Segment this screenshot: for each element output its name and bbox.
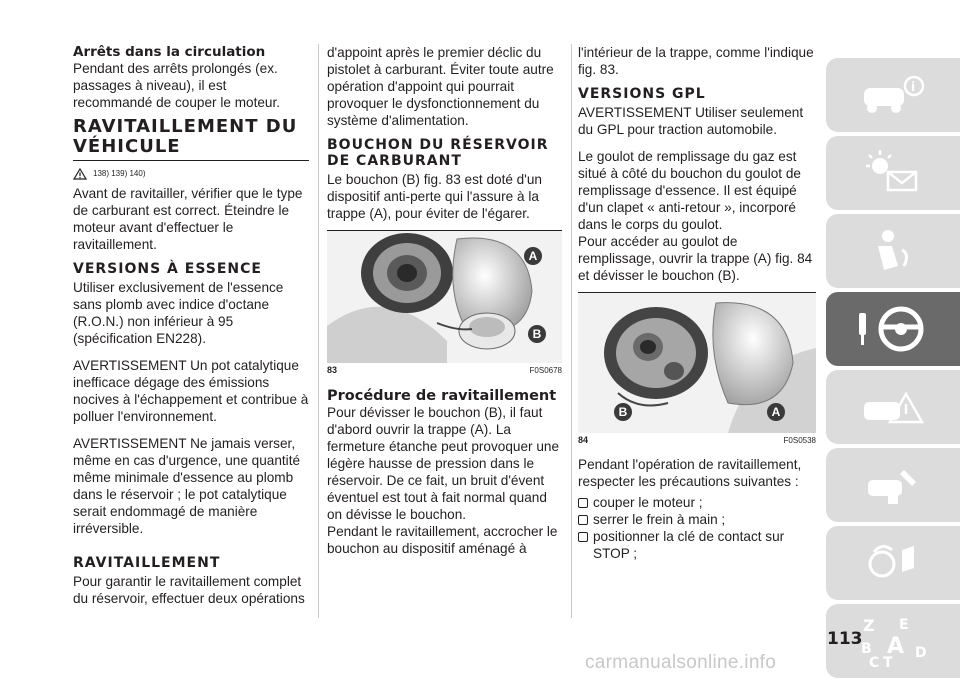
figure-83-number: 83 [327, 365, 338, 375]
column-3 [578, 44, 816, 562]
tab-maintenance[interactable] [826, 448, 960, 522]
breakdown-icon [858, 382, 928, 432]
figure-84-image [578, 293, 816, 433]
checkbox-square-icon [578, 515, 588, 525]
tab-safety[interactable] [826, 214, 960, 288]
bullet-text: positionner la clé de contact sur STOP ; [593, 529, 785, 561]
steering-key-icon [853, 301, 933, 357]
warning-references [73, 165, 309, 182]
paragraph-acceder: Pour accéder au goulot de remplissage, ouvrir la trappe (A) fig. 84 et dévisser le bouchon (B). [578, 234, 813, 283]
page-number: 113 [827, 629, 863, 649]
paragraph-avertissement-2: AVERTISSEMENT Ne jamais verser, même en cas d'urgence, une quantité même minimale d'essence au plomb dans le réservoir ; le pot catalytique serait endommagé de manière irréversible. [73, 436, 301, 536]
paragraph-gpl: AVERTISSEMENT Utiliser seulement du GPL pour traction automobile. [578, 105, 804, 137]
bullet-text: couper le moteur ; [593, 495, 703, 510]
svg-text:i: i [911, 80, 916, 94]
paragraph-avertissement-1: AVERTISSEMENT Un pot catalytique inefficace dégage des émissions nocives à l'échappement et contribue à polluer l'environnement. [73, 358, 309, 424]
index-letter: E [899, 617, 909, 633]
paragraph-accrocher: Pendant le ravitaillement, accrocher le bouchon au dispositif aménagé à [327, 524, 558, 556]
tab-starting-driving[interactable] [826, 292, 960, 366]
paragraph-goulot: Le goulot de remplissage du gaz est situé à côté du bouchon du goulot de remplissage d'essence. Il est équipé d'un clapet « anti-retour », incorporé dans le corps du goulot. [578, 149, 801, 232]
list-item [578, 528, 816, 562]
heading-versions-essence: VERSIONS À ESSENCE [73, 261, 262, 277]
paragraph-pendant: Pendant l'opération de ravitaillement, respecter les précautions suivantes : [578, 457, 802, 489]
paragraph-bouchon: Le bouchon (B) fig. 83 est doté d'un dispositif anti-perte qui l'assure à la trappe (A), pour éviter de l'égarer. [327, 172, 542, 221]
tab-dashboard[interactable] [826, 58, 960, 132]
paragraph-arrets: Pendant des arrêts prolongés (ex. passages à niveau), il est recommandé de couper le moteur. [73, 61, 281, 110]
index-letter: Z [863, 616, 875, 635]
index-letter: D [915, 645, 927, 661]
paragraph-avant: Avant de ravitailler, vérifier que le type de carburant est correct. Éteindre le moteur avant d'effectuer le ravitaillement. [73, 186, 303, 252]
column-divider-1 [318, 44, 319, 618]
figure-83-image [327, 231, 562, 363]
figure-83-caption [327, 363, 562, 376]
checkbox-square-icon [578, 532, 588, 542]
tab-multimedia[interactable] [826, 526, 960, 600]
figure-83 [327, 230, 562, 376]
maintenance-icon [858, 460, 928, 510]
figure-84 [578, 292, 816, 446]
column-1 [73, 44, 309, 607]
label-a-circle: A [767, 403, 785, 421]
index-letter: C [869, 655, 880, 669]
index-letter: T [883, 655, 893, 669]
tab-emergency[interactable] [826, 370, 960, 444]
checkbox-square-icon [578, 498, 588, 508]
warning-refs-text: 138) 139) 140) [93, 169, 146, 178]
figure-83-code: F0S0678 [529, 366, 562, 375]
label-b-circle: B [614, 403, 632, 421]
paragraph-appoint: d'appoint après le premier déclic du pistolet à carburant. Éviter toute autre opération d'appoint qui pourrait provoquer le dysfonctionnement du système d'alimentation. [327, 45, 554, 128]
bullet-text: serrer le frein à main ; [593, 512, 726, 527]
paragraph-ravitaillement: Pour garantir le ravitaillement complet du réservoir, effectuer deux opérations [73, 574, 305, 606]
figure-84-code: F0S0538 [783, 436, 816, 445]
chapter-tabs [826, 58, 960, 682]
multimedia-icon [858, 538, 928, 588]
heading-arrets: Arrêts dans la circulation [73, 44, 266, 60]
heading-ravitaillement-vehicule: RAVITAILLEMENT DU VÉHICULE [73, 117, 309, 161]
label-b-circle: B [528, 325, 546, 343]
index-letter: B [861, 641, 872, 657]
paragraph-procedure: Pour dévisser le bouchon (B), il faut d'abord ouvrir la trappe (A). La fermeture étanche peut provoquer une légère hausse de pression dans le réservoir. De ce fait, un bruit d'évent éventuel est tout à fait normal quand on dévisse le bouchon. [327, 405, 560, 522]
figure-84-number: 84 [578, 435, 589, 445]
heading-procedure: Procédure de ravitaillement [327, 388, 557, 404]
heading-versions-gpl: VERSIONS GPL [578, 86, 706, 102]
warning-lights-icon [858, 148, 928, 198]
warning-triangle-icon [73, 168, 87, 180]
paragraph-interieur: l'intérieur de la trappe, comme l'indique fig. 83. [578, 45, 814, 77]
paragraph-essence: Utiliser exclusivement de l'essence sans plomb avec indice d'octane (R.O.N.) non inférieur à 95 (spécification EN228). [73, 280, 284, 346]
car-dashboard-icon [858, 70, 928, 120]
index-letters-icon [853, 613, 933, 669]
watermark: carmanualsonline.info [585, 652, 777, 673]
seat-safety-icon [858, 226, 928, 276]
heading-bouchon: BOUCHON DU RÉSERVOIR DE CARBURANT [327, 137, 549, 169]
column-2 [327, 44, 562, 557]
tab-warning-lights[interactable] [826, 136, 960, 210]
heading-ravitaillement: RAVITAILLEMENT [73, 555, 221, 571]
list-item [578, 494, 816, 511]
label-a-circle: A [524, 247, 542, 265]
list-item [578, 511, 816, 528]
column-divider-2 [571, 44, 572, 618]
figure-84-caption [578, 433, 816, 446]
index-letter: A [887, 634, 905, 659]
